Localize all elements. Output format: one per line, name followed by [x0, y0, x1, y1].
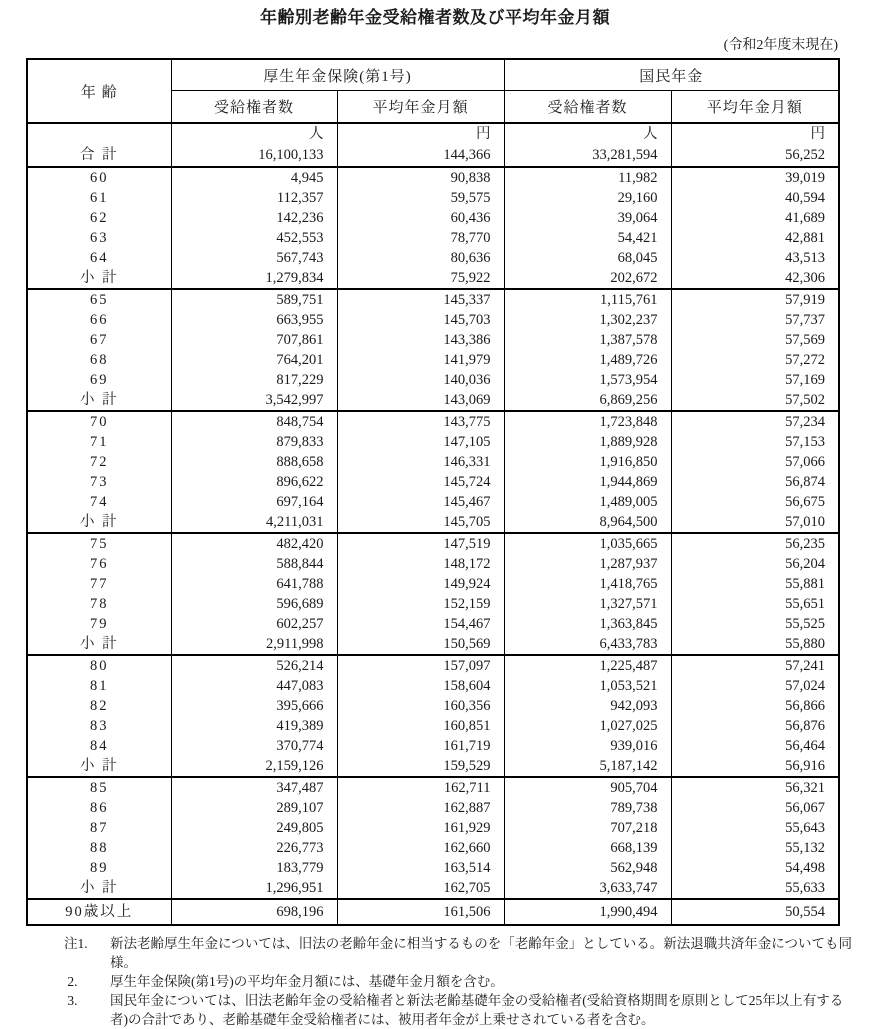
value-cell: 663,955 [171, 310, 337, 330]
age-cell: 小 計 [27, 512, 171, 533]
pension-table [26, 58, 840, 926]
subtotal-row [27, 634, 839, 655]
data-row [27, 432, 839, 452]
value-cell: 42,306 [671, 268, 839, 289]
header-average-kokumin: 平均年金月額 [671, 91, 839, 124]
value-cell: 1,387,578 [504, 330, 671, 350]
subtotal-row [27, 390, 839, 411]
value-cell: 57,241 [671, 655, 839, 676]
value-cell: 55,132 [671, 838, 839, 858]
value-cell: 147,519 [337, 533, 504, 554]
age-cell: 64 [27, 248, 171, 268]
value-cell: 57,502 [671, 390, 839, 411]
value-cell: 8,964,500 [504, 512, 671, 533]
value-cell: 150,569 [337, 634, 504, 655]
unit-cell: 円 [337, 123, 504, 144]
value-cell: 1,035,665 [504, 533, 671, 554]
value-cell: 140,036 [337, 370, 504, 390]
table-section [27, 533, 839, 655]
value-cell: 698,196 [171, 899, 337, 925]
data-row [27, 188, 839, 208]
value-cell: 39,019 [671, 167, 839, 188]
value-cell: 145,705 [337, 512, 504, 533]
value-cell: 697,164 [171, 492, 337, 512]
subtotal-row [27, 878, 839, 899]
age-cell [27, 123, 171, 144]
table-section [27, 289, 839, 411]
value-cell: 75,922 [337, 268, 504, 289]
value-cell: 145,724 [337, 472, 504, 492]
value-cell: 56,204 [671, 554, 839, 574]
age-cell: 68 [27, 350, 171, 370]
value-cell: 56,916 [671, 756, 839, 777]
value-cell: 159,529 [337, 756, 504, 777]
data-row [27, 208, 839, 228]
value-cell: 56,876 [671, 716, 839, 736]
note-item [64, 991, 856, 1029]
value-cell: 641,788 [171, 574, 337, 594]
age-cell: 90歳以上 [27, 899, 171, 925]
value-cell: 395,666 [171, 696, 337, 716]
data-row [27, 411, 839, 432]
age-cell: 80 [27, 655, 171, 676]
value-cell: 1,723,848 [504, 411, 671, 432]
table-section [27, 167, 839, 289]
value-cell: 1,489,005 [504, 492, 671, 512]
value-cell: 562,948 [504, 858, 671, 878]
value-cell: 447,083 [171, 676, 337, 696]
value-cell: 50,554 [671, 899, 839, 925]
value-cell: 154,467 [337, 614, 504, 634]
value-cell: 148,172 [337, 554, 504, 574]
age-cell: 83 [27, 716, 171, 736]
age-cell: 小 計 [27, 878, 171, 899]
value-cell: 56,675 [671, 492, 839, 512]
data-row [27, 350, 839, 370]
data-row [27, 655, 839, 676]
age-cell: 67 [27, 330, 171, 350]
value-cell: 33,281,594 [504, 144, 671, 167]
value-cell: 42,881 [671, 228, 839, 248]
value-cell: 29,160 [504, 188, 671, 208]
value-cell: 57,169 [671, 370, 839, 390]
value-cell: 226,773 [171, 838, 337, 858]
value-cell: 1,363,845 [504, 614, 671, 634]
value-cell: 817,229 [171, 370, 337, 390]
value-cell: 2,911,998 [171, 634, 337, 655]
age-cell: 62 [27, 208, 171, 228]
data-row [27, 594, 839, 614]
value-cell: 147,105 [337, 432, 504, 452]
note-text: 厚生年金保険(第1号)の平均年金月額には、基礎年金月額を含む。 [110, 974, 504, 989]
value-cell: 1,302,237 [504, 310, 671, 330]
subtotal-row [27, 268, 839, 289]
value-cell: 56,235 [671, 533, 839, 554]
value-cell: 143,775 [337, 411, 504, 432]
value-cell: 1,225,487 [504, 655, 671, 676]
value-cell: 1,944,869 [504, 472, 671, 492]
value-cell: 160,356 [337, 696, 504, 716]
value-cell: 1,296,951 [171, 878, 337, 899]
header-kokumin-nenkin: 国民年金 [504, 59, 839, 91]
age-cell: 84 [27, 736, 171, 756]
subtotal-row [27, 756, 839, 777]
value-cell: 347,487 [171, 777, 337, 798]
age-cell: 87 [27, 818, 171, 838]
value-cell: 162,660 [337, 838, 504, 858]
data-row [27, 370, 839, 390]
age-cell: 65 [27, 289, 171, 310]
value-cell: 1,990,494 [504, 899, 671, 925]
data-row [27, 248, 839, 268]
value-cell: 56,321 [671, 777, 839, 798]
value-cell: 39,064 [504, 208, 671, 228]
value-cell: 56,252 [671, 144, 839, 167]
value-cell: 1,279,834 [171, 268, 337, 289]
value-cell: 1,027,025 [504, 716, 671, 736]
value-cell: 4,945 [171, 167, 337, 188]
data-row [27, 472, 839, 492]
data-row [27, 228, 839, 248]
value-cell: 57,010 [671, 512, 839, 533]
value-cell: 55,633 [671, 878, 839, 899]
value-cell: 1,053,521 [504, 676, 671, 696]
note-number: 注1. [64, 936, 88, 951]
value-cell: 1,889,928 [504, 432, 671, 452]
table-section [27, 899, 839, 925]
table-header [27, 59, 839, 123]
age-cell: 合 計 [27, 144, 171, 167]
data-row [27, 533, 839, 554]
age-cell: 78 [27, 594, 171, 614]
value-cell: 896,622 [171, 472, 337, 492]
value-cell: 40,594 [671, 188, 839, 208]
unit-cell: 人 [171, 123, 337, 144]
value-cell: 145,703 [337, 310, 504, 330]
age-cell: 82 [27, 696, 171, 716]
value-cell: 143,069 [337, 390, 504, 411]
value-cell: 90,838 [337, 167, 504, 188]
value-cell: 16,100,133 [171, 144, 337, 167]
note-number: 3. [64, 993, 78, 1008]
data-row [27, 696, 839, 716]
age-cell: 88 [27, 838, 171, 858]
data-row [27, 289, 839, 310]
value-cell: 55,525 [671, 614, 839, 634]
value-cell: 112,357 [171, 188, 337, 208]
value-cell: 145,337 [337, 289, 504, 310]
value-cell: 668,139 [504, 838, 671, 858]
value-cell: 57,153 [671, 432, 839, 452]
header-age: 年 齢 [27, 59, 171, 123]
data-row [27, 167, 839, 188]
value-cell: 57,272 [671, 350, 839, 370]
age-cell: 60 [27, 167, 171, 188]
age-cell: 70 [27, 411, 171, 432]
data-row [27, 676, 839, 696]
age-cell: 72 [27, 452, 171, 472]
value-cell: 161,929 [337, 818, 504, 838]
value-cell: 145,467 [337, 492, 504, 512]
value-cell: 161,719 [337, 736, 504, 756]
value-cell: 1,115,761 [504, 289, 671, 310]
value-cell: 596,689 [171, 594, 337, 614]
value-cell: 6,869,256 [504, 390, 671, 411]
data-row [27, 818, 839, 838]
value-cell: 589,751 [171, 289, 337, 310]
value-cell: 146,331 [337, 452, 504, 472]
table-section [27, 411, 839, 533]
age-cell: 86 [27, 798, 171, 818]
value-cell: 141,979 [337, 350, 504, 370]
value-cell: 80,636 [337, 248, 504, 268]
notes [64, 934, 856, 1029]
value-cell: 526,214 [171, 655, 337, 676]
value-cell: 142,236 [171, 208, 337, 228]
note-item [64, 972, 856, 991]
note-text: 新法老齢厚生年金については、旧法の老齢年金に相当するものを「老齢年金」としている。新法退職共済年金についても同様。 [110, 936, 852, 970]
value-cell: 57,569 [671, 330, 839, 350]
value-cell: 160,851 [337, 716, 504, 736]
value-cell: 482,420 [171, 533, 337, 554]
value-cell: 707,218 [504, 818, 671, 838]
age-cell: 66 [27, 310, 171, 330]
value-cell: 78,770 [337, 228, 504, 248]
value-cell: 6,433,783 [504, 634, 671, 655]
age-cell: 89 [27, 858, 171, 878]
header-kosei-nenkin: 厚生年金保険(第1号) [171, 59, 504, 91]
age-cell: 73 [27, 472, 171, 492]
value-cell: 157,097 [337, 655, 504, 676]
date-note: (令和2年度末現在) [723, 38, 838, 53]
age-cell: 79 [27, 614, 171, 634]
value-cell: 41,689 [671, 208, 839, 228]
age-cell: 75 [27, 533, 171, 554]
value-cell: 55,881 [671, 574, 839, 594]
age-cell: 74 [27, 492, 171, 512]
value-cell: 789,738 [504, 798, 671, 818]
note-item [64, 934, 856, 972]
unit-cell: 人 [504, 123, 671, 144]
value-cell: 163,514 [337, 858, 504, 878]
age-cell: 81 [27, 676, 171, 696]
value-cell: 59,575 [337, 188, 504, 208]
value-cell: 149,924 [337, 574, 504, 594]
value-cell: 848,754 [171, 411, 337, 432]
value-cell: 54,498 [671, 858, 839, 878]
value-cell: 55,651 [671, 594, 839, 614]
value-cell: 57,234 [671, 411, 839, 432]
subtotal-row [27, 512, 839, 533]
age-cell: 小 計 [27, 268, 171, 289]
value-cell: 1,327,571 [504, 594, 671, 614]
value-cell: 202,672 [504, 268, 671, 289]
value-cell: 3,633,747 [504, 878, 671, 899]
note-text: 国民年金については、旧法老齢年金の受給権者と新法老齢基礎年金の受給権者(受給資格期間を原則として25年以上有する者)の合計であり、老齢基礎年金受給権者には、被用者年金が上乗せされている者を含む。 [110, 993, 844, 1027]
value-cell: 57,737 [671, 310, 839, 330]
value-cell: 567,743 [171, 248, 337, 268]
value-cell: 57,919 [671, 289, 839, 310]
value-cell: 1,916,850 [504, 452, 671, 472]
value-cell: 183,779 [171, 858, 337, 878]
age-cell: 63 [27, 228, 171, 248]
age-cell: 61 [27, 188, 171, 208]
note-number: 2. [64, 974, 78, 989]
table-section [27, 123, 839, 167]
value-cell: 57,024 [671, 676, 839, 696]
data-row [27, 310, 839, 330]
value-cell: 1,573,954 [504, 370, 671, 390]
value-cell: 11,982 [504, 167, 671, 188]
table-section [27, 777, 839, 899]
age-cell: 小 計 [27, 756, 171, 777]
value-cell: 43,513 [671, 248, 839, 268]
age-cell: 小 計 [27, 634, 171, 655]
value-cell: 68,045 [504, 248, 671, 268]
age-cell: 85 [27, 777, 171, 798]
unit-cell: 円 [671, 123, 839, 144]
value-cell: 4,211,031 [171, 512, 337, 533]
data-row [27, 777, 839, 798]
header-average-kosei: 平均年金月額 [337, 91, 504, 124]
age-cell: 77 [27, 574, 171, 594]
value-cell: 55,880 [671, 634, 839, 655]
value-cell: 2,159,126 [171, 756, 337, 777]
value-cell: 60,436 [337, 208, 504, 228]
data-row [27, 330, 839, 350]
value-cell: 56,866 [671, 696, 839, 716]
value-cell: 707,861 [171, 330, 337, 350]
value-cell: 939,016 [504, 736, 671, 756]
grand-row [27, 899, 839, 925]
table-wrap [26, 36, 838, 926]
value-cell: 1,287,937 [504, 554, 671, 574]
value-cell: 55,643 [671, 818, 839, 838]
value-cell: 143,386 [337, 330, 504, 350]
data-row [27, 736, 839, 756]
value-cell: 144,366 [337, 144, 504, 167]
data-row [27, 452, 839, 472]
table-section [27, 655, 839, 777]
data-row [27, 716, 839, 736]
data-row [27, 574, 839, 594]
age-cell: 69 [27, 370, 171, 390]
age-cell: 76 [27, 554, 171, 574]
data-row [27, 798, 839, 818]
value-cell: 3,542,997 [171, 390, 337, 411]
value-cell: 162,711 [337, 777, 504, 798]
data-row [27, 858, 839, 878]
data-row [27, 614, 839, 634]
value-cell: 764,201 [171, 350, 337, 370]
value-cell: 158,604 [337, 676, 504, 696]
value-cell: 419,389 [171, 716, 337, 736]
value-cell: 56,874 [671, 472, 839, 492]
value-cell: 888,658 [171, 452, 337, 472]
total-row [27, 144, 839, 167]
value-cell: 1,489,726 [504, 350, 671, 370]
value-cell: 249,805 [171, 818, 337, 838]
value-cell: 56,067 [671, 798, 839, 818]
value-cell: 56,464 [671, 736, 839, 756]
age-cell: 71 [27, 432, 171, 452]
age-cell: 小 計 [27, 390, 171, 411]
value-cell: 54,421 [504, 228, 671, 248]
page-title: 年齢別老齢年金受給権者数及び平均年金月額 [260, 8, 610, 27]
value-cell: 602,257 [171, 614, 337, 634]
unit-row [27, 123, 839, 144]
value-cell: 588,844 [171, 554, 337, 574]
value-cell: 57,066 [671, 452, 839, 472]
value-cell: 452,553 [171, 228, 337, 248]
value-cell: 152,159 [337, 594, 504, 614]
value-cell: 1,418,765 [504, 574, 671, 594]
value-cell: 370,774 [171, 736, 337, 756]
value-cell: 161,506 [337, 899, 504, 925]
value-cell: 289,107 [171, 798, 337, 818]
value-cell: 942,093 [504, 696, 671, 716]
header-recipients-kokumin: 受給権者数 [504, 91, 671, 124]
data-row [27, 492, 839, 512]
value-cell: 162,705 [337, 878, 504, 899]
value-cell: 879,833 [171, 432, 337, 452]
value-cell: 162,887 [337, 798, 504, 818]
data-row [27, 554, 839, 574]
value-cell: 905,704 [504, 777, 671, 798]
value-cell: 5,187,142 [504, 756, 671, 777]
header-recipients-kosei: 受給権者数 [171, 91, 337, 124]
data-row [27, 838, 839, 858]
